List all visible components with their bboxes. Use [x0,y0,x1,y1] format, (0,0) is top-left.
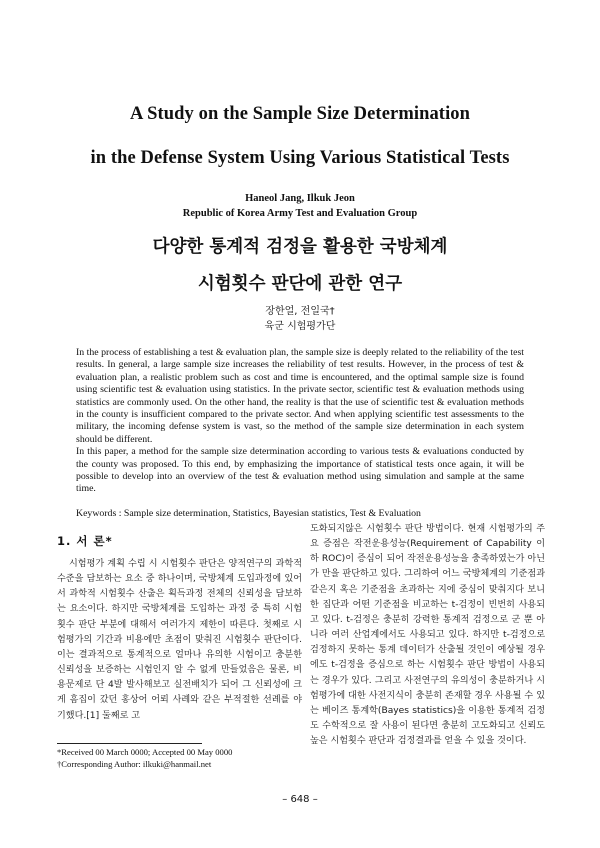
affiliation-en: Republic of Korea Army Test and Evaluation Group [182,208,418,219]
body-column-left [57,557,302,724]
body-column-right [310,522,545,749]
title-ko-line2: 시험횟수 판단에 관한 연구 [197,274,403,294]
abstract [76,347,524,496]
introduction-paragraph-left: 시험평가 계획 수립 시 시험횟수 판단은 양적연구의 과학적 수준을 담보하는 요소 중 하나이며, 국방체계 도입과정에 있어서 과학적 시험횟수 산출은 획득과정 전체의 신뢰성을 담보하는 요소이다. 하지만 국방체계를 도입하는 과정 중 특히 시험횟수 판단 부분에 대해서 여러가지 제한이 따른다. 첫째로 시험평가의 기간과 비용에만 초점이 맞춰진 시험횟수 판단이다. 이는 결과적으로 통계적으로 얼마나 유의한 시험이고 충분한 신뢰성을 보증하는 시험인지 알 수 없게 만들었음은 물론, 비용문제로 단 4발 발사해보고 실전배치가 되어 그 신뢰성에 크게 흠집이 갔던 홍상어 어뢰 사례와 같은 부적절한 선례를 야기했다.[1] 둘째로 고 [57,559,302,721]
title-en-line2: in the Defense System Using Various Statistical Tests [90,148,510,168]
page-number: – 648 – [282,794,318,805]
title-ko-line1: 다양한 통계적 검정을 활용한 국방체계 [152,237,448,257]
footnote-received: *Received 00 March 0000; Accepted 00 May 0000 [57,747,233,757]
authors-block-en [40,191,560,221]
authors-block-ko [40,304,560,334]
author-names-ko: 장한얼, 전일국† [265,306,335,317]
affiliation-ko: 육군 시험평가단 [264,321,336,332]
keywords: Keywords : Sample size determination, Statistics, Bayesian statistics, Test & Evaluation [76,508,421,519]
section-heading-introduction: 1. 서 론* [57,534,113,548]
footnote-corresponding-author: †Corresponding Author: ilkuki@hanmail.net [57,758,212,769]
abstract-paragraph-2: In this paper, a method for the sample size determination according to various tests & evaluations conducted by the county was proposed. To this end, by emphasizing the importance of statistical tests once again, it will be possible to develop into an overview of the test & evaluation method using simulation and sample at the same time. [76,446,524,495]
title-en-line1: A Study on the Sample Size Determination [129,104,471,124]
footnotes [57,747,302,770]
footnote-divider [57,743,202,744]
abstract-paragraph-1: In the process of establishing a test & evaluation plan, the sample size is deeply related to the reliability of the test results. In general, a large sample size increases the reliability of test results. However, in the process of test & evaluation plan, a realistic problem such as cost and time is encountered, and the optimal sample size is found using scientific test & evaluation using statistics. In the private sector, scientific test & evaluation methods using statistics are commonly used. On the other hand, the reality is that the use of scientific test & evaluation methods in the county is insufficient compared to the private sector. And when applying scientific test assessments to the military, the incoming defense system is vast, so the method of the sample size determination in each system should be different. [76,347,524,445]
introduction-paragraph-right: 도화되지않은 시험횟수 판단 방법이다. 현재 시험평가의 주요 증점은 작전운용성능(Requirement of Capability 이하 ROC)이 증심이 되어 작전운용성능을 충족하였는가 아닌가 만을 판단하고 있다. 그리하여 어느 국방체계의 기준점과 같은지 혹은 기준점을 초과하는 지에 중심이 맞춰지다 보니 한 집단과 어떤 기준점을 비교하는 t-검정이 빈번히 사용되고 있다. t-검정은 충분히 강력한 통계적 검정으로 군 뿐 아니라 여러 산업계에서도 사용되고 있다. 하지만 t-검정으로 검정하지 못하는 통계 데이터가 산출될 것인이 예상될 경우에도 t-검정을 증심으로 하는 시험횟수 판단 방법이 사용되는 경우가 있다. 그리고 사전연구의 유의성이 충분하거나 시험평가에 대한 사전지식이 충분히 존재할 경우 사용될 수 있는 베이즈 통계학(Bayes statistics)을 이용한 통계적 검정도 수학적으로 잘 사용이 된다면 충분히 고도화되고 신뢰도 높은 시험횟수 판단과 검정결과를 얻을 수 있을 것이다. [310,524,545,747]
author-names-en: Haneol Jang, Ilkuk Jeon [245,193,355,204]
